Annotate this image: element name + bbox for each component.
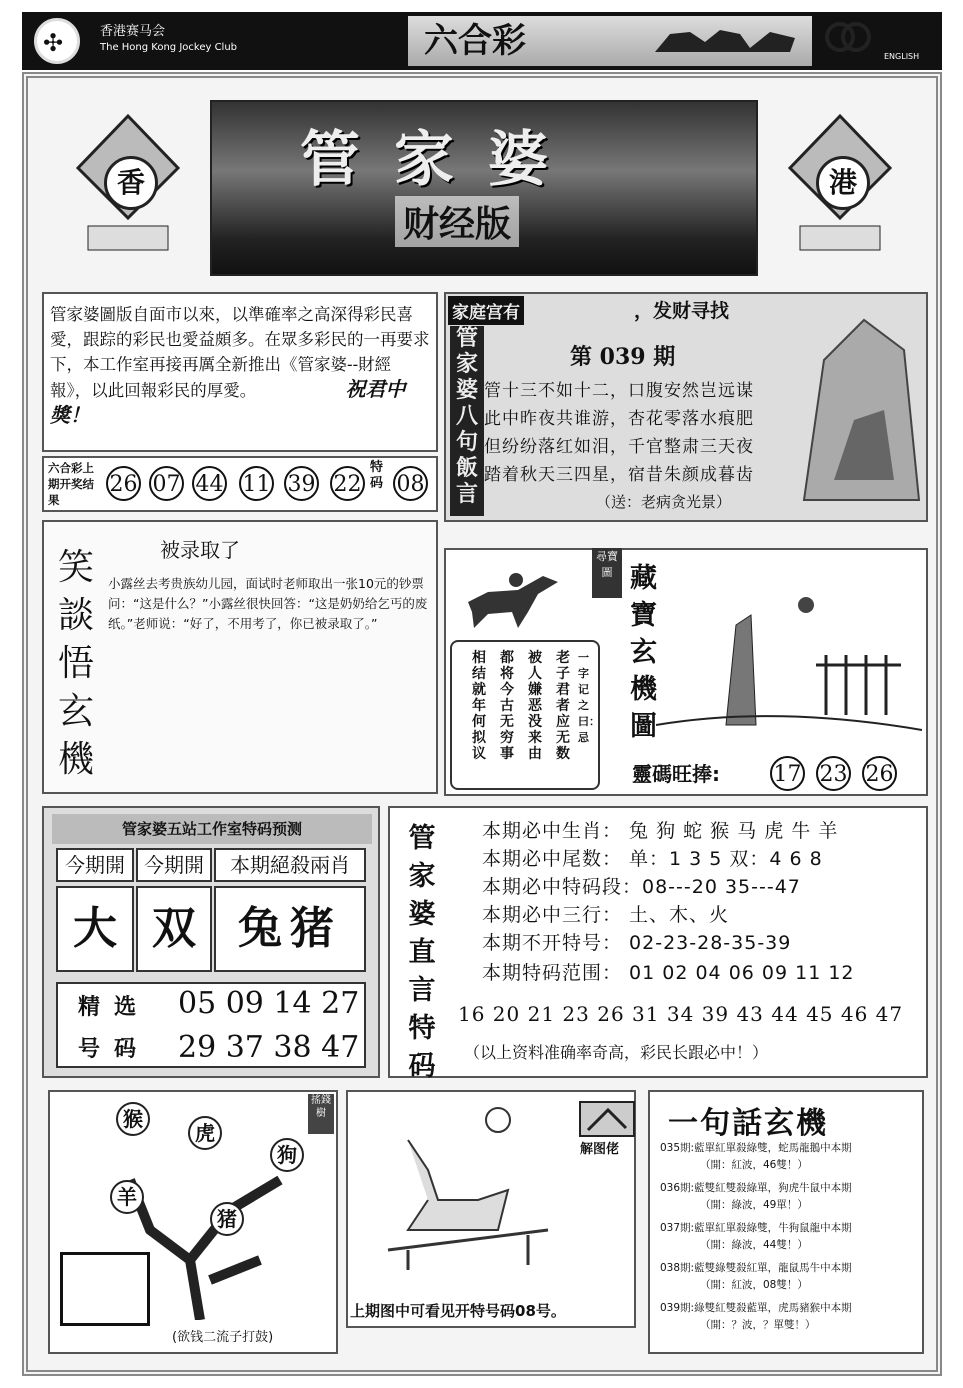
poem-line: 踏着秋天三四星，宿昔朱颜成暮齿: [484, 465, 754, 485]
one-liner-result: （開：？波，？單雙！）: [700, 1319, 816, 1331]
joke-title: 被录取了: [160, 538, 240, 562]
lucky-ball: 26: [862, 756, 897, 791]
direct-line: 本期必中生肖： 兔 狗 蛇 猴 马 虎 牛 羊: [482, 820, 839, 842]
special-ball: 08: [393, 466, 428, 501]
pred-col2-label: 今期開: [136, 848, 212, 882]
issue-number: 第 039 期: [570, 344, 676, 370]
result-ball: 11: [239, 466, 274, 501]
selected-label-1: 精选: [78, 994, 151, 1020]
brand-title: 六合彩: [424, 21, 526, 61]
tree-animal: 羊: [110, 1180, 144, 1214]
one-liner-line: 039期:綠雙紅雙殺藍單，虎馬豬猴中本期: [660, 1302, 852, 1314]
joke-panel: [42, 520, 438, 794]
prediction-header: 管家婆五站工作室特码预测: [52, 814, 372, 844]
result-ball: 26: [106, 466, 141, 501]
one-liner-line: 038期:藍雙綠雙殺紅單，龍鼠馬牛中本期: [660, 1262, 852, 1274]
one-liner-result: （開：紅波，46雙！）: [700, 1159, 808, 1171]
poem-note: （送：老病贪光景）: [596, 493, 732, 511]
intro-sign: 祝君中獎！: [50, 377, 406, 427]
intro-text: 管家婆圖版自面市以來，以準確率之高深得彩民喜愛，跟踪的彩民也愛益頗多。在眾多彩民的一再要求下，本工作室再接再厲全新推出《管家婆--財經報》，以此回報彩民的厚愛。: [50, 305, 430, 400]
lantern-char-right: 港: [816, 156, 870, 210]
riddle-title: 藏寶玄機圖: [630, 563, 657, 742]
poem-title-right: ，发财寻找: [634, 300, 730, 322]
pred-col1-label: 今期開: [56, 848, 134, 882]
treasure-map-badge: 尋寶圖: [592, 548, 622, 598]
poem-vertical-title: 管家婆八句飯言: [450, 326, 484, 516]
lantern-right: [770, 108, 910, 258]
direct-special-numbers: 16 20 21 23 26 31 34 39 43 44 45 46 47: [458, 1002, 904, 1026]
direct-line: 本期不开特号： 02-23-28-35-39: [482, 932, 792, 954]
tree-animal: 猴: [116, 1102, 150, 1136]
one-liner-line: 037期:藍單紅單殺綠雙，牛狗鼠龍中本期: [660, 1222, 852, 1234]
joke-side-title: 笑談悟玄機: [57, 547, 94, 780]
pred-col2-value: 双: [136, 886, 212, 972]
goat-on-bench-icon: [368, 1100, 568, 1270]
lucky-numbers-label: 靈碼旺捧:: [632, 762, 720, 786]
scroll-column: 一字记之曰：忌: [578, 651, 600, 744]
poem-title-left: 家庭宫有: [448, 296, 524, 325]
direct-line: 本期特码范围： 01 02 04 06 09 11 12: [482, 962, 855, 984]
decode-badge-label: 解图佬: [580, 1142, 620, 1157]
intro-paragraph: [42, 292, 438, 452]
joke-body: 小露丝去考贵族幼儿园，面试时老师取出一张10元的钞票问：“这是什么？”小露丝很快回答：“这是奶奶给乞丐的废纸。”老师说：“好了，不用考了，你已被录取了。”: [108, 576, 428, 631]
lucky-ball: 23: [816, 756, 851, 791]
direct-line: 本期必中尾数： 单：1 3 5 双：4 6 8: [482, 848, 823, 870]
one-liner-result: （開：紅波，08雙！）: [700, 1279, 808, 1291]
tree-animal: 猪: [210, 1202, 244, 1236]
poem-line: 管十三不如十二，口腹安然岂远谋: [484, 381, 754, 401]
result-ball: 44: [192, 466, 227, 501]
pred-col3-label: 本期絕殺兩肖: [214, 848, 366, 882]
jockey-club-logo[interactable]: ✣: [34, 18, 80, 64]
riddle-scene-illustration-icon: [656, 565, 922, 735]
english-link[interactable]: ENGLISH: [884, 52, 920, 61]
one-liner-result: （開：綠波，49單！）: [700, 1199, 808, 1211]
banner-title: 管家婆: [300, 125, 582, 195]
banner-subtitle: 财经版: [395, 196, 519, 247]
result-ball: 39: [284, 466, 319, 501]
results-label: 六合彩上期开奖结果: [48, 461, 94, 507]
one-liner-title: 一句話玄機: [668, 1106, 828, 1141]
pred-col3-value: 兔猪: [214, 886, 366, 972]
money-tree-badge: 搖錢樹: [308, 1094, 334, 1134]
direct-side-title: 管家婆直言特码: [408, 823, 436, 1082]
mark-six-rings-icon: [818, 20, 878, 54]
selected-numbers-row-1: 05 09 14 27: [178, 986, 360, 1021]
scroll-column: 都将今古无穷事: [500, 650, 514, 762]
result-ball: 22: [330, 466, 365, 501]
one-liner-line: 036期:藍雙紅雙殺綠單，狗虎牛鼠中本期: [660, 1182, 852, 1194]
selected-numbers-row-2: 29 37 38 47: [178, 1030, 360, 1065]
lucky-ball: 17: [770, 756, 805, 791]
selected-label-2: 号码: [78, 1036, 151, 1062]
scroll-column: 相结就年何拟议: [472, 650, 486, 762]
poem-line: 此中昨夜共谁游，杏花零落水痕肥: [484, 409, 754, 429]
lantern-left: [58, 108, 198, 258]
picture-caption: 上期图中可看见开特号码08号。: [350, 1302, 566, 1320]
racehorse-icon: [458, 562, 568, 632]
special-label: 特码: [370, 460, 384, 491]
scroll-column: 老子君者应无数: [556, 650, 570, 762]
one-liner-line: 035期:藍單紅單殺綠雙，蛇馬龍鵝中本期: [660, 1142, 852, 1154]
poem-line: 但纷纷落红如泪，千官整肃三天夜: [484, 437, 754, 457]
scroll-column: 被人嫌恶没来由: [528, 650, 542, 762]
club-name-en: The Hong Kong Jockey Club: [100, 42, 238, 53]
answer-box: [60, 1252, 150, 1326]
pred-col1-value: 大: [56, 886, 134, 972]
direct-line: 本期必中三行： 土、木、火: [482, 904, 730, 926]
one-liner-result: （開：綠波，44雙！）: [700, 1239, 808, 1251]
tree-animal: 狗: [270, 1138, 304, 1172]
lantern-char-left: 香: [104, 156, 158, 210]
racing-horses-icon: [650, 24, 800, 58]
direct-note: （以上资料准确率奇高，彩民长跟必中！）: [464, 1043, 769, 1062]
tree-note: (欲钱二流子打鼓): [172, 1330, 274, 1345]
direct-line: 本期必中特码段：08---20 35---47: [482, 876, 801, 898]
result-ball: 07: [149, 466, 184, 501]
tree-animal: 虎: [188, 1116, 222, 1150]
mountain-illustration-icon: [794, 300, 924, 518]
club-name-cn: 香港赛马会: [100, 24, 166, 39]
